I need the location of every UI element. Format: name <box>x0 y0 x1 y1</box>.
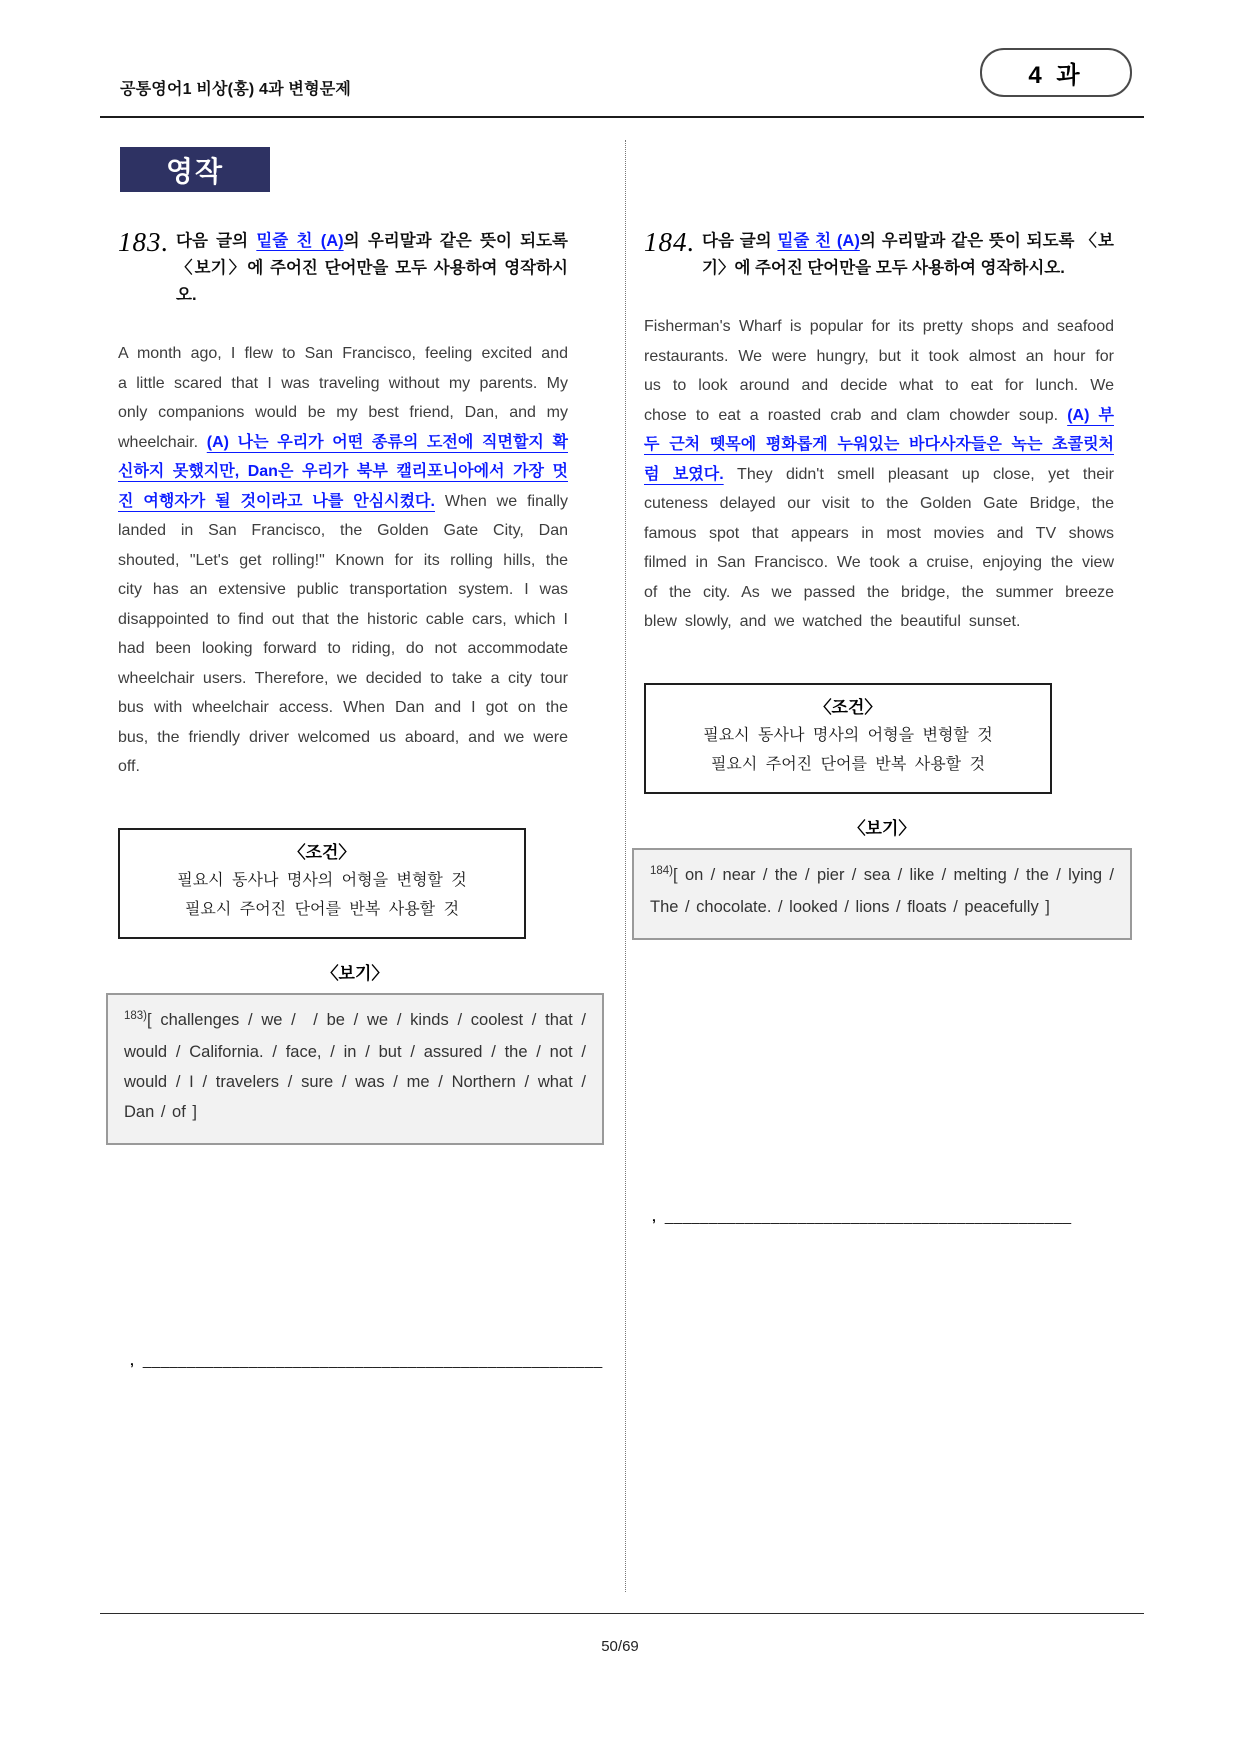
passage-highlight-korean: (A) 나는 우리가 어떤 종류의 도전에 직면할지 확신하지 못했지만, Dan은 우리가 북부 캘리포니아에서 가장 멋진 여행자가 될 것이라고 나를 안심시켰다. <box>118 433 568 510</box>
condition-title: 〈조건〉 <box>814 697 882 717</box>
word-bank-words: [ challenges / we / / be / we / kinds / coolest / that / would / California. / face, / in / but / assured / the / not / would / I / travelers / sure / was / me / Northern / what / Dan / of ] <box>124 1010 586 1121</box>
footer-divider <box>100 1613 1144 1614</box>
condition-title: 〈조건〉 <box>288 842 356 862</box>
prompt-text-pre: 다음 글의 <box>702 232 778 250</box>
word-bank-section <box>632 816 1132 940</box>
question-183 <box>118 227 586 1145</box>
passage-text-pre: Fisherman's Wharf is popular for its pretty shops and seafood restaurants. We were hungry, but it took almost an hour for us to look around and decide what to eat for lunch. We chose to eat a roasted crab and clam chowder soup. <box>644 318 1114 424</box>
condition-line: 필요시 주어진 단어를 반복 사용할 것 <box>184 900 460 918</box>
prompt-underlined-ref: 밑줄 친 (A) <box>777 232 860 250</box>
word-bank-box <box>106 993 604 1145</box>
passage-text-pre: A month ago, I flew to San Francisco, feeling excited and a little scared that I was traveling without my parents. My only companions would be my best friend, Dan, and my wheelchair. <box>118 345 568 451</box>
document-title: 공통영어1 비상(홍) 4과 변형문제 <box>120 81 352 98</box>
condition-line: 필요시 동사나 명사의 어형을 변형할 것 <box>703 726 993 744</box>
condition-line: 필요시 주어진 단어를 반복 사용할 것 <box>710 755 986 773</box>
word-bank-ref-number: 184) <box>650 864 674 877</box>
section-badge-writing: 영작 <box>120 147 270 192</box>
answer-blank-line: ______________________________________________ <box>664 1208 1072 1225</box>
question-number: 183. <box>118 227 170 257</box>
prompt-underlined-ref: 밑줄 친 (A) <box>256 232 344 250</box>
answer-row-184 <box>652 1208 1072 1226</box>
prompt-text-post: 의 우리말과 같은 뜻이 되도록 〈보기〉에 주어진 단어만을 모두 사용하여 영작하시오. <box>176 232 568 304</box>
header-divider <box>100 116 1144 118</box>
page-number: 50/69 <box>601 1638 639 1655</box>
passage <box>644 312 1114 637</box>
question-prompt <box>176 228 568 309</box>
word-bank-ref-number: 183) <box>124 1009 148 1022</box>
passage-text-post: They didn't smell pleasant up close, yet their cuteness delayed our visit to the Golden Gate Bridge, the famous spot that appears in most movies and TV shows filmed in San Francisco. We took a cruise, enjoying the view of the city. As we passed the bridge, the summer breeze blew slowly, and we watched the beautiful sunset. <box>644 465 1115 630</box>
word-bank-words: [ on / near / the / pier / sea / like / melting / the / lying / The / chocolate. / looked / lions / floats / peacefully ] <box>650 865 1114 916</box>
answer-row-183 <box>130 1352 603 1370</box>
passage <box>118 339 568 782</box>
answer-blank-line: ____________________________________________________ <box>142 1352 603 1369</box>
passage-highlight-korean: (A) 부두 근처 뗏목에 평화롭게 누워있는 바다사자들은 녹는 초콜릿처럼 보였다. <box>644 406 1114 483</box>
word-bank-text <box>650 860 1114 922</box>
unit-badge: 4 과 <box>980 48 1132 97</box>
question-header <box>118 228 568 309</box>
word-bank-label: 〈보기〉 <box>848 818 916 838</box>
column-divider <box>625 140 626 1592</box>
answer-marker: ‚ <box>130 1352 134 1368</box>
passage-text-post: When we finally landed in San Francisco, the Golden Gate City, Dan shouted, "Let's get rolling!" Known for its rolling hills, the city has an extensive public transportation system. I was disappointed to find out that the historic cable cars, which I had been looking forward to riding, do not accommodate wheelchair users. Therefore, we decided to take a city tour bus with wheelchair access. When Dan and I got on the bus, the friendly driver welcomed us aboard, and we were off. <box>118 492 568 775</box>
condition-line: 필요시 동사나 명사의 어형을 변형할 것 <box>177 871 467 889</box>
condition-box <box>644 683 1052 794</box>
question-number: 184. <box>644 227 696 257</box>
question-header <box>644 228 1114 282</box>
question-prompt <box>702 228 1114 282</box>
word-bank-section <box>106 961 604 1145</box>
prompt-text-post: 의 우리말과 같은 뜻이 되도록 〈보기〉에 주어진 단어만을 모두 사용하여 영작하시오. <box>702 232 1114 277</box>
answer-marker: ‚ <box>652 1208 656 1224</box>
question-184 <box>644 228 1114 940</box>
word-bank-text <box>124 1005 586 1127</box>
word-bank-box <box>632 848 1132 940</box>
prompt-text-pre: 다음 글의 <box>176 232 257 250</box>
condition-box <box>118 828 526 939</box>
word-bank-label: 〈보기〉 <box>321 963 389 983</box>
